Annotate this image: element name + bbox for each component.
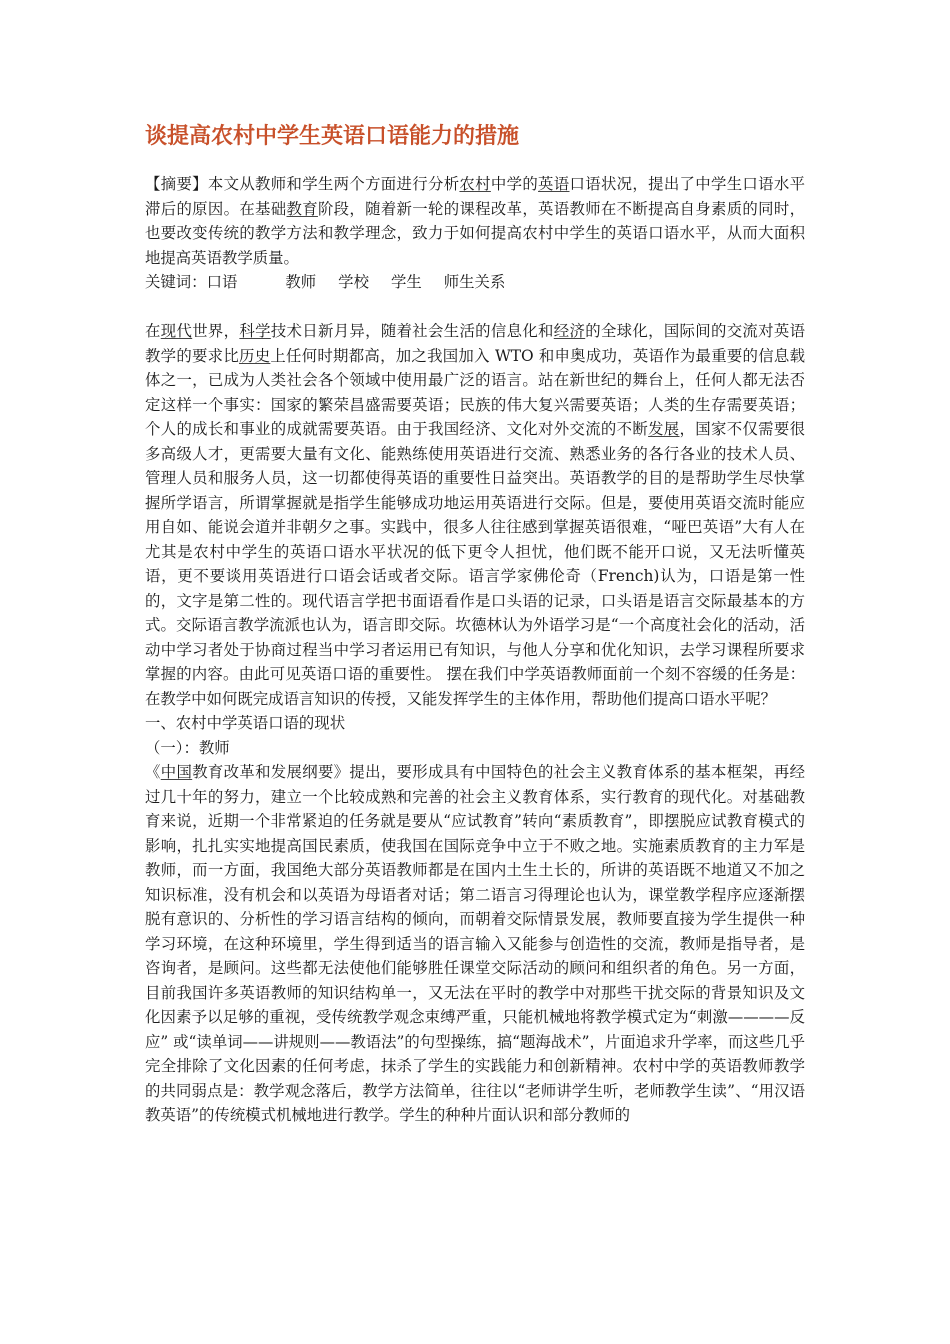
keyword: 师生关系 bbox=[443, 273, 506, 291]
link-modern[interactable]: 现代 bbox=[160, 322, 193, 340]
section-text: 教育改革和发展纲要》提出，要形成具有中国特色的社会主义教育体系的基本框架，再经过几十年的努力，建立一个比较成熟和完善的社会主义教育体系，实行教育的现代化。对基础教育来说，近期一个非常紧迫的任务就是要从“应试教育”转向“素质教育”，即摆脱应试教育模式的影响，扎扎实实地提高国民素质，使我国在国际竞争中立于不败之地。实施素质教育的主力军是教师，而一方面，我国绝大部分英语教师都是在国内土生土长的，所讲的英语既不地道又不加之知识标准，没有机会和以英语为母语者对话；第二语言习得理论也认为，课堂教学程序应逐渐摆脱有意识的、分析性的学习语言结构的倾向，而朝着交际情景发展，教师要直接为学生提供一种学习环境，在这种环境里，学生得到适当的语言输入又能参与创造性的交流，教师是指导者，是咨询者，是顾问。这些都无法使他们能够胜任课堂交际活动的顾问和组织者的角色。另一方面，目前我国许多英语教师的知识结构单一，又无法在平时的教学中对那些干扰交际的背景知识及文化因素予以足够的重视，受传统教学观念束缚严重，只能机械地将教学模式定为“刺激————反应” 或“读单词——讲规则——教语法”的句型操练，搞“题海战术”，片面追求升学率，而这些几乎完全排除了文化因素的任何考虑，抹杀了学生的实践能力和创新精神。农村中学的英语教师教学的共同弱点是：教学观念落后，教学方法简单，往往以“老师讲学生听，老师教学生读”、“用汉语教英语”的传统模式机械地进行教学。学生的种种片面认识和部分教师的 bbox=[145, 763, 805, 1124]
abstract-text: 口语状况，提出了中学生口语水平滞后的原因。在基础 bbox=[145, 175, 805, 218]
abstract-text: 中学的 bbox=[490, 175, 539, 193]
link-english[interactable]: 英语 bbox=[538, 175, 570, 193]
abstract-paragraph bbox=[145, 172, 805, 270]
keyword: 学生 bbox=[390, 273, 422, 291]
intro-text: 上任何时期都高，加之我国加入 WTO 和申奥成功，英语作为最重要的信息载体之一，已成为人类社会各个领域中使用最广泛的语言。站在新世纪的舞台上，任何人都无法否定这样一个事实：国家的繁荣昌盛需要英语；民族的伟大复兴需要英语；人类的生存需要英语；个人的成长和事业的成就需要英语。由于我国经济、文化对外交流的不断 bbox=[145, 346, 805, 438]
keywords-label: 关键词： bbox=[145, 273, 207, 291]
document-title: 谈提高农村中学生英语口语能力的措施 bbox=[145, 124, 520, 149]
subsection-heading: （一）：教师 bbox=[145, 738, 230, 757]
intro-text: ，国家不仅需要很多高级人才，更需要大量有文化、能熟练使用英语进行交流、熟悉业务的各行各业的技术人员、管理人员和服务人员，这一切都使得英语的重要性日益突出。英语教学的目的是帮助学生尽快掌握所学语言，所谓掌握就是指学生能够成功地运用英语进行交际。但是，要使用英语交流时能应用自如、能说会道并非朝夕之事。实践中，很多人往往感到掌握英语很难，“哑巴英语”大有人在尤其是农村中学生的英语口语水平状况的低下更令人担忧，他们既不能开口说，又无法听懂英语，更不要谈用英语进行口语会话或者交际。语言学家佛伦奇（French)认为，口语是第一性的，文字是第二性的。现代语言学把书面语看作是口头语的记录，口头语是语言交际最基本的方式。交际语言教学流派也认为，语言即交际。坎德林认为外语学习是“一个高度社会化的活动，活动中学习者处于协商过程当中学习者运用已有知识，与他人分享和优化知识，去学习课程所要求掌握的内容。由此可见英语口语的重要性。 摆在我们中学英语教师面前一个刻不容缓的任务是：在教学中如何既完成语言知识的传授，又能发挥学生的主体作用，帮助他们提高口语水平呢？ bbox=[145, 420, 805, 708]
intro-text: 的全球化，国际间的交流对英语教学的要求比 bbox=[145, 322, 805, 365]
intro-text: 世界， bbox=[192, 322, 240, 340]
document-body bbox=[145, 172, 805, 1128]
section-heading: 一、农村中学英语口语的现状 bbox=[145, 714, 346, 732]
link-economy[interactable]: 经济 bbox=[553, 322, 586, 340]
link-history[interactable]: 历史 bbox=[239, 346, 271, 365]
intro-paragraph bbox=[145, 319, 805, 711]
section-body-paragraph bbox=[145, 760, 805, 1128]
keyword: 教师 bbox=[285, 273, 317, 291]
section-text: 《 bbox=[145, 763, 161, 781]
keyword: 口语 bbox=[206, 273, 238, 291]
intro-text: 在 bbox=[145, 322, 161, 340]
abstract-text: 阶段，随着新一轮的课程改革，英语教师在不断提高自身素质的同时，也要改变传统的教学方法和教学理念，致力于如何提高农村中学生的英语口语水平，从而大面积地提高英语教学质量。 bbox=[145, 199, 805, 267]
link-education[interactable]: 教育 bbox=[286, 199, 318, 218]
keywords-line bbox=[145, 270, 805, 295]
intro-text: 技术日新月异，随着社会生活的信息化和 bbox=[270, 322, 554, 340]
link-china[interactable]: 中国 bbox=[160, 763, 193, 781]
keyword: 学校 bbox=[338, 273, 369, 291]
abstract-text: 本文从教师和学生两个方面进行分析 bbox=[207, 175, 460, 193]
link-science[interactable]: 科学 bbox=[239, 322, 271, 340]
abstract-label: 【摘要】 bbox=[145, 175, 208, 193]
link-rural[interactable]: 农村 bbox=[459, 175, 491, 193]
link-development[interactable]: 发展 bbox=[648, 420, 680, 438]
